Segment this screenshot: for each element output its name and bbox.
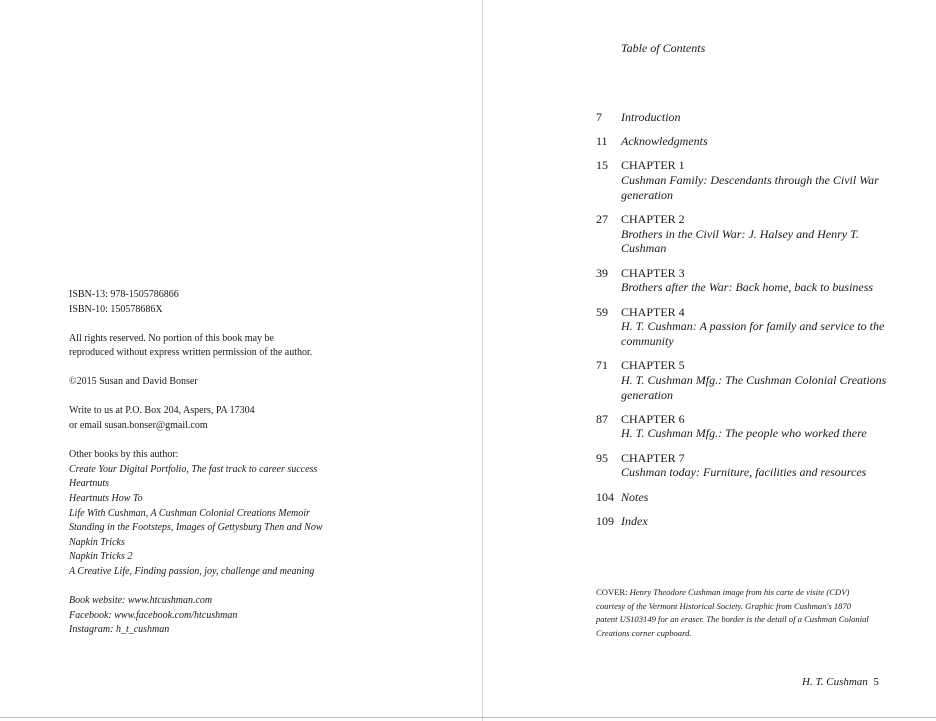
toc-entry: [596, 110, 896, 125]
other-books-heading: Other books by this author:: [69, 449, 179, 461]
toc-entry: [596, 305, 896, 349]
book-title: Create Your Digital Portfolio, The fast track to career success: [69, 463, 318, 475]
toc-heading: Index: [621, 513, 648, 528]
toc-subtitle: H. T. Cushman: A passion for family and service to the community: [621, 319, 885, 348]
toc-subtitle: H. T. Cushman Mfg.: The Cushman Colonial Creations generation: [621, 372, 887, 402]
other-books-block: [69, 448, 409, 579]
toc-page-number: 27: [596, 212, 608, 227]
toc-page-number: 11: [596, 134, 608, 149]
write-line-1: Write to us at P.O. Box 204, Aspers, PA 17304: [69, 405, 255, 417]
running-footer: [802, 676, 879, 688]
toc-entry: [596, 412, 896, 441]
book-title: Napkin Tricks 2: [69, 551, 133, 563]
rights-line-1: All rights reserved. No portion of this book may be: [69, 332, 274, 344]
toc-entry: [596, 134, 896, 149]
isbn-13: ISBN-13: 978-1505786866: [69, 289, 179, 300]
toc-entry: [596, 266, 896, 295]
toc-entry: [596, 490, 896, 505]
book-title: Heartnuts: [69, 478, 109, 490]
toc-entry: [596, 358, 896, 402]
contact-block: [69, 404, 409, 433]
toc-page-number: 15: [596, 158, 608, 173]
toc-page-number: 104: [596, 489, 614, 504]
links-block: [69, 594, 409, 638]
toc-subtitle: H. T. Cushman Mfg.: The people who worked there: [621, 426, 867, 441]
table-of-contents: [596, 110, 896, 538]
toc-entry: [596, 451, 896, 480]
book-title: Heartnuts How To: [69, 492, 143, 504]
toc-heading: CHAPTER 5: [621, 358, 685, 373]
isbn-block: [69, 288, 409, 317]
toc-subtitle: Brothers in the Civil War: J. Halsey and Henry T. Cushman: [621, 226, 859, 256]
facebook-link: Facebook: www.facebook.com/htcushman: [69, 609, 238, 621]
toc-heading: CHAPTER 7: [621, 450, 685, 465]
toc-subtitle: Cushman today: Furniture, facilities and resources: [621, 465, 867, 480]
cover-credit: [596, 586, 871, 640]
instagram-handle: Instagram: h_t_cushman: [69, 624, 170, 636]
toc-entry: [596, 212, 896, 256]
write-line-2: or email susan.bonser@gmail.com: [69, 420, 208, 432]
copyright-line: ©2015 Susan and David Bonser: [69, 376, 198, 388]
toc-page-number: 39: [596, 265, 608, 280]
book-title: Life With Cushman, A Cushman Colonial Creations Memoir: [69, 507, 310, 519]
rights-line-2: reproduced without express written permission of the author.: [69, 347, 313, 359]
toc-subtitle: Cushman Family: Descendants through the Civil War generation: [621, 173, 879, 202]
toc-heading: Acknowledgments: [621, 134, 708, 149]
running-title: H. T. Cushman: [802, 676, 868, 688]
toc-page-number: 87: [596, 411, 608, 426]
toc-heading: Introduction: [621, 110, 681, 124]
page-number: 5: [873, 676, 879, 688]
toc-heading: CHAPTER 4: [621, 304, 685, 319]
rights-block: [69, 332, 409, 361]
toc-entry: [596, 514, 896, 529]
toc-page-number: 7: [596, 110, 602, 124]
page-bottom-edge: [0, 717, 936, 718]
toc-entry: [596, 158, 896, 202]
book-website: Book website: www.htcushman.com: [69, 595, 213, 606]
toc-page-number: 71: [596, 358, 608, 373]
book-title: Standing in the Footsteps, Images of Gettysburg Then and Now: [69, 522, 323, 534]
toc-title: Table of Contents: [621, 41, 706, 55]
toc-page-number: 109: [596, 513, 614, 528]
toc-heading: CHAPTER 3: [621, 265, 685, 280]
toc-page-number: 59: [596, 304, 608, 319]
cover-credit-text: Henry Theodore Cushman image from his carte de visite (CDV) courtesy of the Vermont Historical Society. Graphic from Cushman's 1870 patent US103149 for an eraser. The border is the detail of a Cushman Colonial Creations corner cupboard.: [596, 587, 869, 638]
book-title: A Creative Life, Finding passion, joy, challenge and meaning: [69, 565, 315, 577]
cover-credit-lead: COVER:: [596, 587, 628, 597]
toc-heading: Notes: [621, 489, 649, 504]
toc-heading: CHAPTER 6: [621, 411, 685, 426]
toc-page-number: 95: [596, 450, 608, 465]
page-gutter: [482, 0, 483, 721]
toc-subtitle: Brothers after the War: Back home, back to business: [621, 280, 874, 295]
book-title: Napkin Tricks: [69, 536, 125, 548]
toc-heading: CHAPTER 2: [621, 212, 685, 227]
copyright-block: [69, 375, 409, 390]
copyright-page: [69, 288, 409, 652]
toc-heading: CHAPTER 1: [621, 158, 685, 173]
isbn-10: ISBN-10: 150578686X: [69, 303, 163, 315]
